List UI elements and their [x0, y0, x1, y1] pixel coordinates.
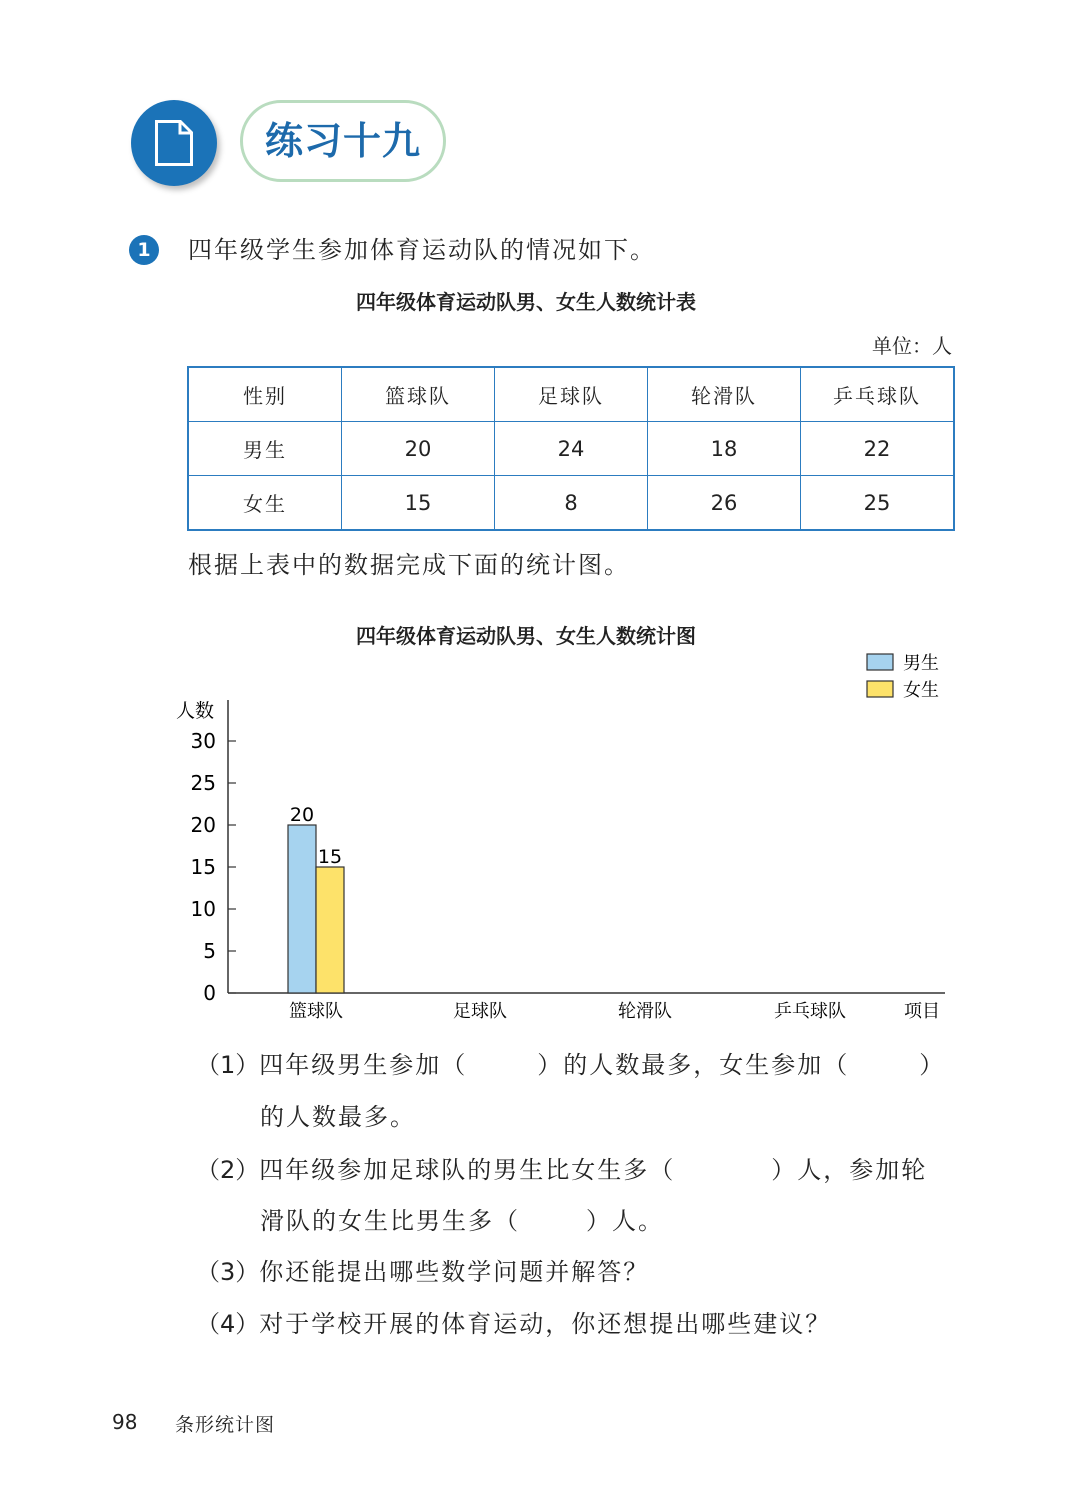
page-title: 练习十九 — [264, 118, 421, 163]
legend-swatch — [867, 654, 893, 670]
row-label: 女生 — [188, 476, 342, 531]
legend-label: 女生 — [903, 680, 939, 701]
table-cell: 8 — [495, 476, 648, 531]
table-row — [188, 476, 954, 531]
legend-swatch — [867, 681, 893, 697]
bar — [288, 825, 316, 993]
y-tick-label: 0 — [203, 981, 216, 1005]
table-cell: 24 — [495, 422, 648, 476]
table-cell: 25 — [801, 476, 955, 531]
subquestion-1: （1）四年级男生参加（ ）的人数最多，女生参加（ ） — [196, 1051, 946, 1079]
table-cell: 26 — [648, 476, 801, 531]
x-axis-label: 项目 — [904, 1001, 940, 1022]
table-unit: 单位：人 — [872, 334, 952, 358]
table-header-cell: 足球队 — [495, 367, 648, 422]
instruction-text: 根据上表中的数据完成下面的统计图。 — [188, 551, 630, 579]
question-number-badge: 1 — [129, 235, 159, 265]
table-header-cell: 性别 — [188, 367, 342, 422]
y-axis-label: 人数 — [175, 700, 215, 722]
y-tick-label: 15 — [190, 855, 216, 879]
subquestion-2-line2: 滑队的女生比男生多（ ）人。 — [260, 1207, 664, 1235]
x-tick-label: 轮滑队 — [618, 1001, 672, 1022]
x-tick-label: 篮球队 — [289, 1001, 343, 1022]
table-cell: 20 — [342, 422, 495, 476]
question-text: 四年级学生参加体育运动队的情况如下。 — [188, 236, 656, 264]
subquestion-1-line2: 的人数最多。 — [260, 1103, 416, 1131]
document-icon — [131, 100, 217, 186]
table-row — [188, 422, 954, 476]
legend-label: 男生 — [903, 653, 939, 674]
subquestion-4: （4）对于学校开展的体育运动，你还想提出哪些建议？ — [196, 1310, 832, 1338]
bar — [316, 867, 344, 993]
table-title: 四年级体育运动队男、女生人数统计表 — [356, 290, 696, 314]
table-header-cell: 篮球队 — [342, 367, 495, 422]
chart-title: 四年级体育运动队男、女生人数统计图 — [356, 624, 696, 648]
table-cell: 18 — [648, 422, 801, 476]
data-label: 15 — [317, 846, 343, 868]
y-tick-label: 10 — [190, 897, 216, 921]
stats-table — [187, 366, 955, 531]
page-number: 98 — [112, 1410, 138, 1434]
footer-section: 条形统计图 — [175, 1414, 276, 1436]
x-tick-label: 足球队 — [453, 1001, 507, 1022]
y-tick-label: 20 — [190, 813, 216, 837]
subquestion-3: （3）你还能提出哪些数学问题并解答？ — [196, 1258, 650, 1286]
subquestion-2: （2）四年级参加足球队的男生比女生多（ ）人，参加轮 — [196, 1156, 928, 1184]
y-tick-label: 5 — [203, 939, 216, 963]
table-cell: 22 — [801, 422, 955, 476]
table-header-cell: 轮滑队 — [648, 367, 801, 422]
bar-chart — [0, 640, 1078, 1040]
y-tick-label: 25 — [190, 771, 216, 795]
table-header-cell: 乒乓球队 — [801, 367, 955, 422]
y-tick-label: 30 — [190, 729, 216, 753]
row-label: 男生 — [188, 422, 342, 476]
table-header-row — [188, 367, 954, 422]
x-tick-label: 乒乓球队 — [774, 1001, 846, 1022]
data-label: 20 — [289, 804, 315, 826]
table-cell: 15 — [342, 476, 495, 531]
